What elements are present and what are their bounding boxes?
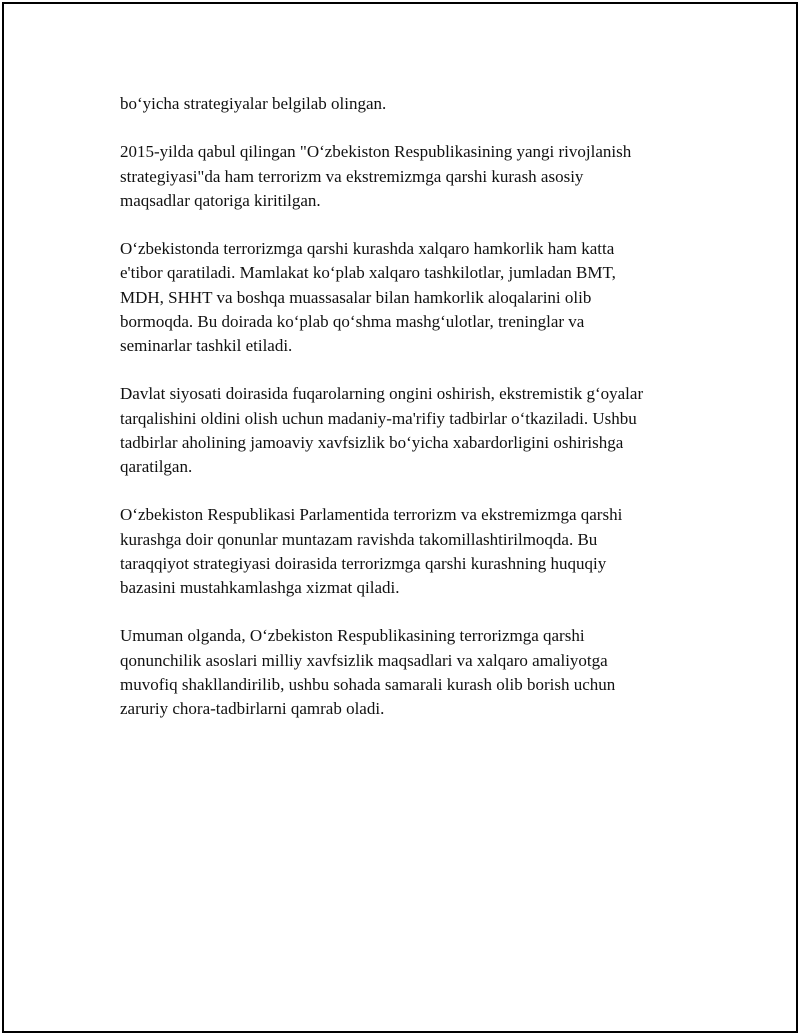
paragraph-5: O‘zbekiston Respublikasi Parlamentida terrorizm va ekstremizmga qarshi kurashga doir qonunlar muntazam ravishda takomillashtirilmoqda. Bu taraqqiyot strategiyasi doirasida terrorizmga qarshi kurashning huquqiy bazasini mustahkamlashga xizmat qiladi.: [120, 505, 623, 597]
paragraph-1: bo‘yicha strategiyalar belgilab olingan.: [120, 94, 387, 113]
paragraph-2: 2015-yilda qabul qilingan "O‘zbekiston Respublikasining yangi rivojlanish strategiyasi"da ham terrorizm va ekstremizmga qarshi kurash asosiy maqsadlar qatoriga kiritilgan.: [120, 142, 632, 210]
paragraph-4: Davlat siyosati doirasida fuqarolarning ongini oshirish, ekstremistik g‘oyalar tarqalishini oldini olish uchun madaniy-ma'rifiy tadbirlar o‘tkaziladi. Ushbu tadbirlar aholining jamoaviy xavfsizlik bo‘yicha xabardorligini oshirishga qaratilgan.: [120, 384, 644, 476]
paragraph-6: Umuman olganda, O‘zbekiston Respublikasining terrorizmga qarshi qonunchilik asoslari milliy xavfsizlik maqsadlari va xalqaro amaliyotga muvofiq shakllandirilib, ushbu sohada samarali kurash olib borish uchun zaruriy chora-tadbirlarni qamrab oladi.: [120, 626, 616, 718]
paragraph-3: O‘zbekistonda terrorizmga qarshi kurashda xalqaro hamkorlik ham katta e'tibor qaratiladi. Mamlakat ko‘plab xalqaro tashkilotlar, jumladan BMT, MDH, SHHT va boshqa muassasalar bilan hamkorlik aloqalarini olib bormoqda. Bu doirada ko‘plab qo‘shma mashg‘ulotlar, treninglar va seminarlar tashkil etiladi.: [120, 239, 616, 355]
document-body: [120, 92, 720, 745]
document-page: [2, 2, 798, 1033]
